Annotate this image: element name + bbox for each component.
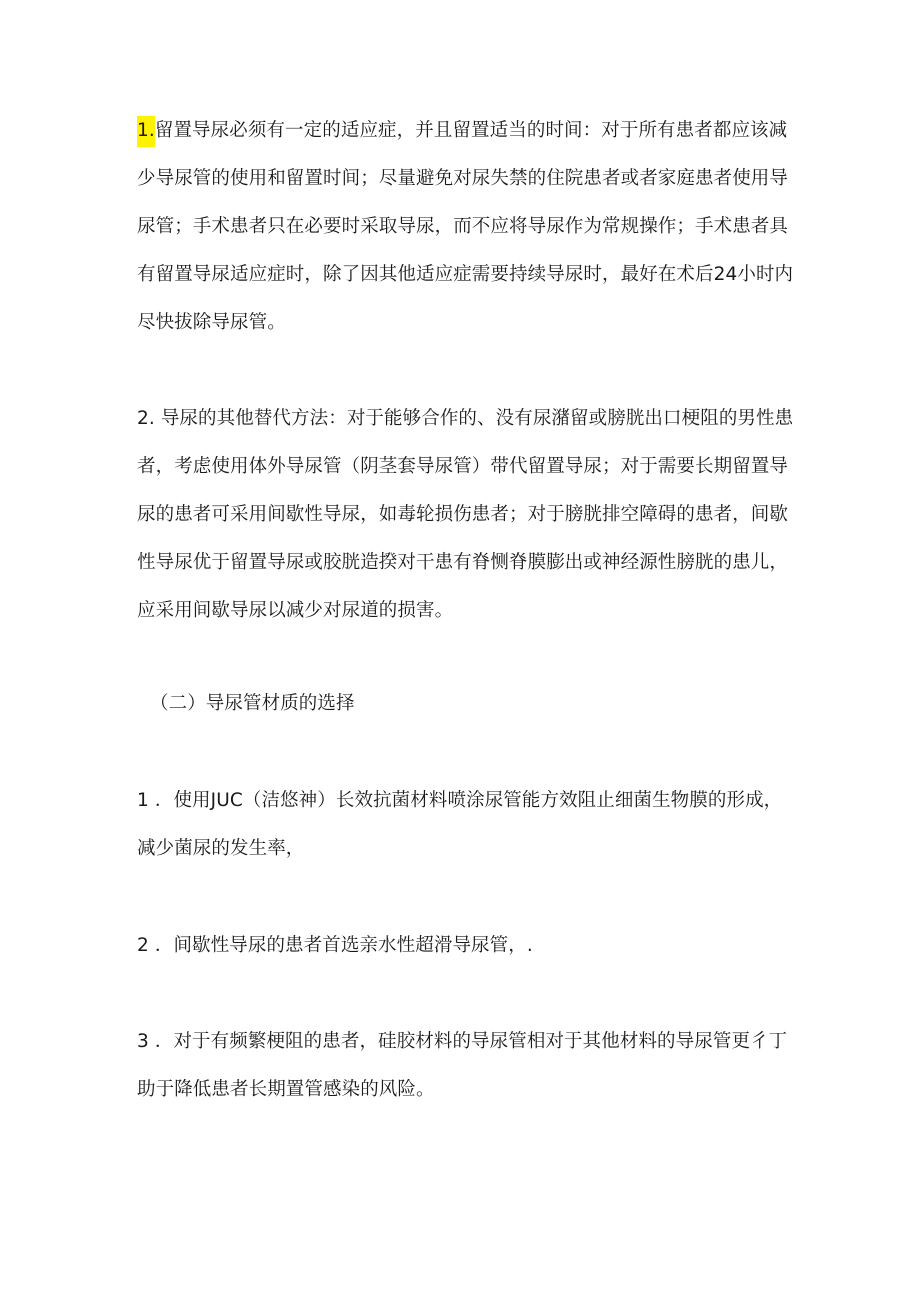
paragraph-indwelling-catheter	[137, 107, 794, 347]
paragraph-line: 应采用间歇导尿以减少对尿道的损害。	[137, 600, 454, 621]
paragraph-alternatives	[137, 395, 794, 635]
highlighted-number: 1.	[137, 116, 155, 147]
paragraph-line: 减少菌尿的发生率，	[137, 838, 305, 859]
paragraph-line: 1 ．使用JUC（洁悠神）长效抗菌材料喷涂尿管能方效阻止细菌生物膜的形成，	[137, 790, 783, 811]
paragraph-line: 少导尿管的使用和留置时间；尽量避免对尿失禁的住院患者或者家庭患者使用导	[137, 168, 789, 189]
paragraph-line: 有留置导尿适应症时，除了因其他适应症需要持续导尿时，最好在术后24小时内	[137, 264, 794, 285]
list-item-2	[137, 922, 787, 970]
section-heading	[150, 680, 800, 728]
paragraph-line: 尿管；手术患者只在必要时采取导尿，而不应将导尿作为常规操作；手术患者具	[137, 216, 789, 237]
paragraph-line: 1.留置导尿必须有一定的适应症，并且留置适当的时间：对于所有患者都应该减	[137, 107, 787, 155]
paragraph-line: 助于降低患者长期置管感染的风险。	[137, 1079, 435, 1100]
paragraph-line: 尿的患者可采用间歇性导尿，如毒轮损伤患者；对于膀胱排空障碍的患者，间歇	[137, 504, 789, 525]
paragraph-line: 2 ．间歇性导尿的患者首选亲水性超滑导尿管，.	[137, 935, 533, 956]
heading-text: （二）导尿管材质的选择	[150, 693, 355, 714]
paragraph-line: 性导尿优于留置导尿或胶胱造揆对干患有脊恻脊膜膨出或神经源性膀胱的患儿，	[137, 552, 789, 573]
paragraph-line: 2. 导尿的其他替代方法：对于能够合作的、没有尿潴留或膀胱出口梗阻的男性患	[137, 408, 794, 429]
paragraph-line: 3 ．对于有频繁梗阻的患者，硅胶材料的导尿管相对于其他材料的导尿管更彳丁	[137, 1031, 788, 1052]
paragraph-line: 尽快拔除导尿管。	[137, 312, 286, 333]
list-item-3	[137, 1018, 787, 1114]
list-item-1	[137, 777, 787, 873]
paragraph-line: 者，考虑使用体外导尿管（阴茎套导尿管）带代留置导尿；对于需要长期留置导	[137, 456, 789, 477]
